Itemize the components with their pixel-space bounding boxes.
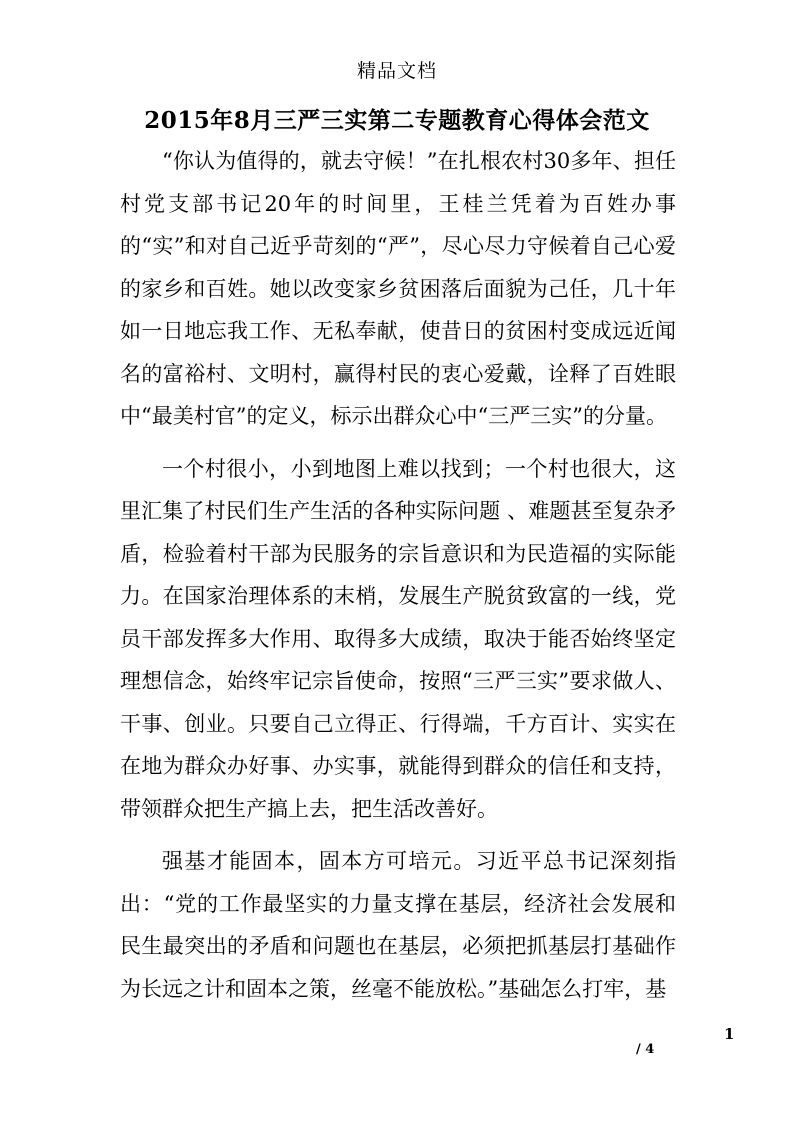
page-number: 1 [724, 1025, 735, 1043]
paragraph: 一个村很小，小到地图上难以找到；一个村也很大，这里汇集了村民们生产生活的各种实际问题 、难题甚至复杂矛盾，检验着村干部为民服务的宗旨意识和为民造福的实际能力。在国家治理体系的末梢，发展生产脱贫致富的一线，党员干部发挥多大作用、取得多大成绩，取决于能否始终坚定理想信念，始终牢记宗旨使命，按照“三严三实”要求做人、干事、创业。只要自己立得正、行得端，千方百计、实实在在地为群众办好事、办实事，就能得到群众的信任和支持，带领群众把生产搞上去，把生活改善好。 [120, 456, 676, 821]
paragraph: “你认为值得的，就去守候！”在扎根农村30多年、担任村党支部书记20年的时间里，王桂兰凭着为百姓办事的“实”和对自己近乎苛刻的“严”，尽心尽力守候着自己心爱的家乡和百姓。她以改变家乡贫困落后面貌为己任，几十年如一日地忘我工作、无私奉献，使昔日的贫困村变成远近闻名的富裕村、文明村，赢得村民的衷心爱戴，诠释了百姓眼中“最美村官”的定义，标示出群众心中“三严三实”的分量。 [120, 149, 676, 428]
document-body [120, 140, 676, 1020]
page-total: / 4 [636, 1042, 655, 1057]
document-title: 2015年8月三严三实第二专题教育心得体会范文 [144, 107, 650, 134]
paragraph: 强基才能固本，固本方可培元。习近平总书记深刻指出：“党的工作最坚实的力量支撑在基层，经济社会发展和民生最突出的矛盾和问题也在基层，必须把抓基层打基础作为长远之计和固本之策，丝毫不能放松。”基础怎么打牢，基 [120, 849, 676, 1001]
page-header: 精品文档 [356, 60, 437, 82]
